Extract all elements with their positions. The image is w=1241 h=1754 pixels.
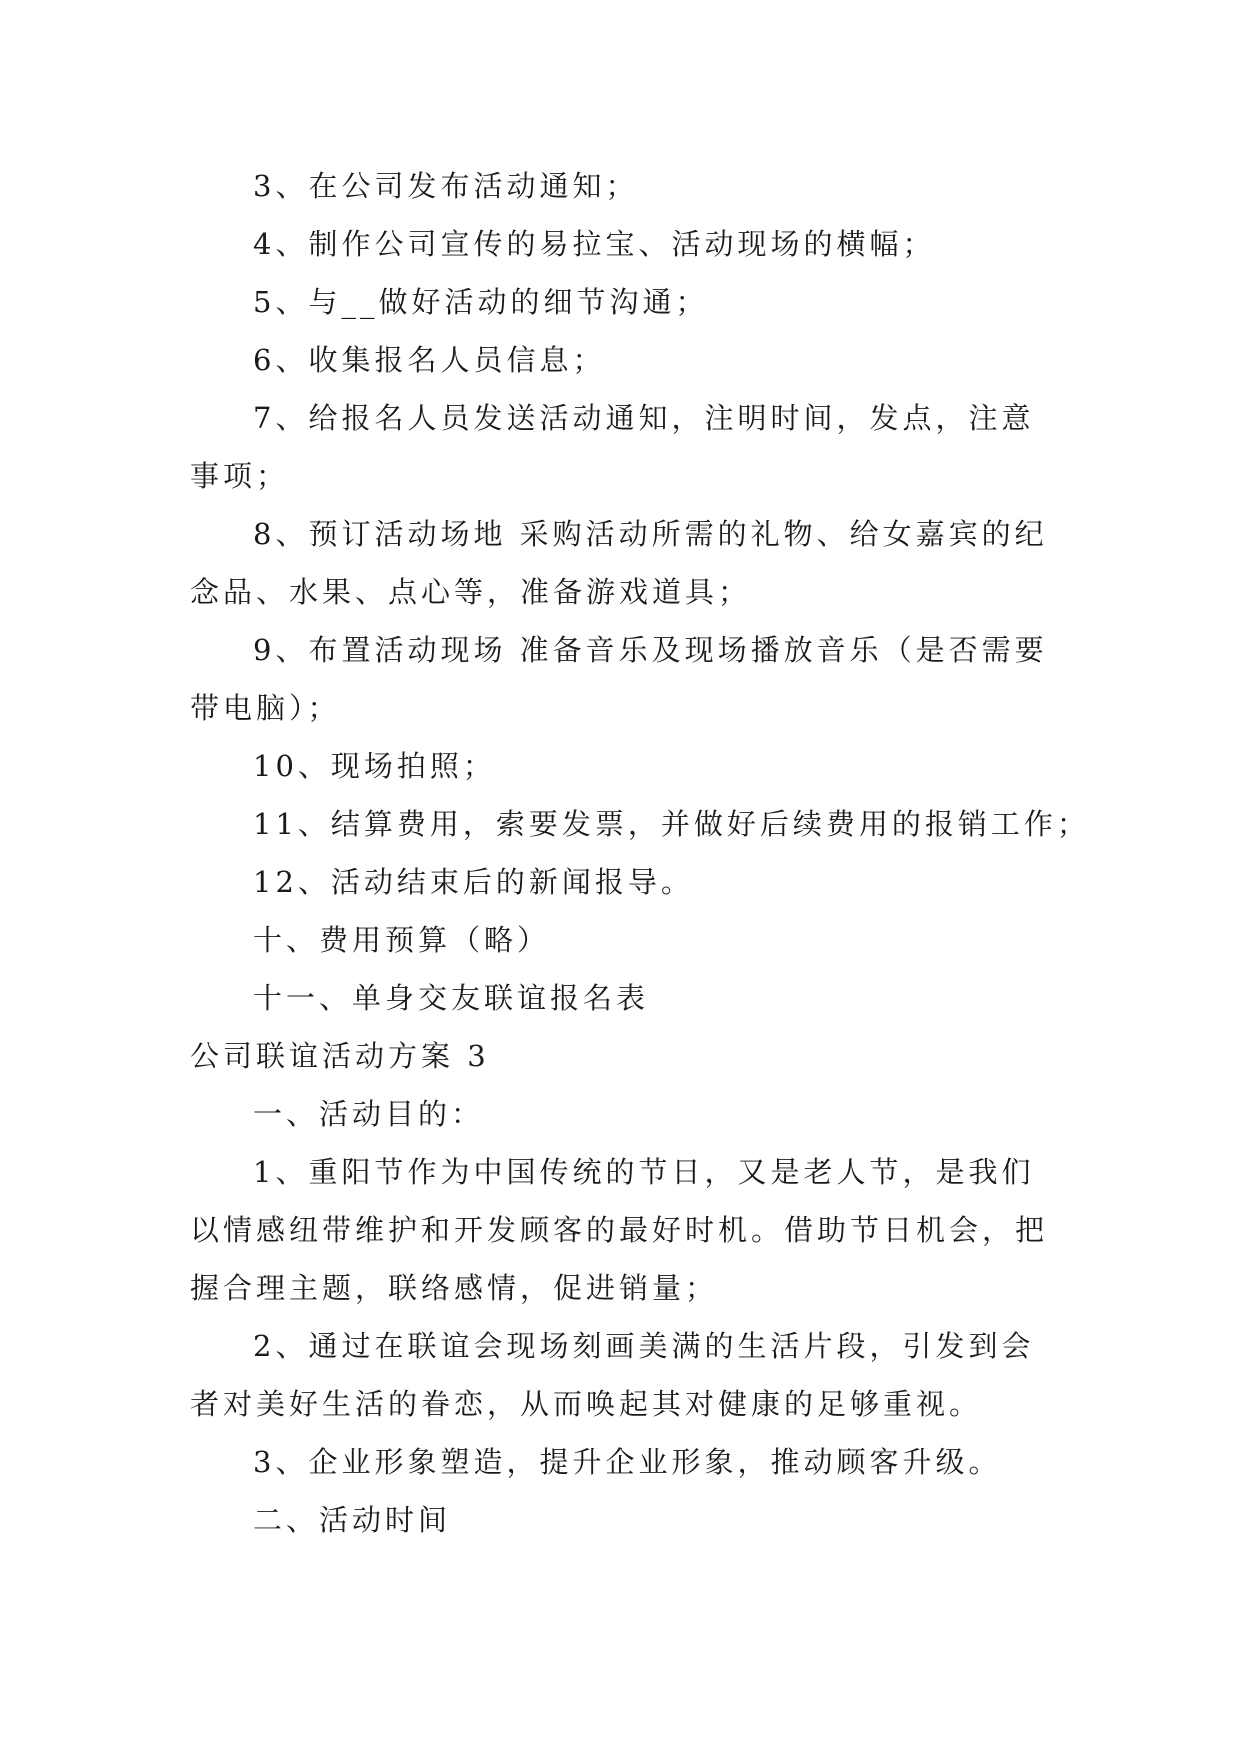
paragraph-line: 者对美好生活的眷恋，从而唤起其对健康的足够重视。 (190, 1387, 983, 1421)
list-item-continuation: 事项； (190, 459, 290, 493)
list-item: 7、给报名人员发送活动通知，注明时间，发点，注意 (253, 401, 1035, 435)
paragraph-line: 握合理主题，联络感情，促进销量； (190, 1271, 719, 1305)
list-item: 8、预订活动场地 采购活动所需的礼物、给女嘉宾的纪 (253, 517, 1048, 551)
list-item: 9、布置活动现场 准备音乐及现场播放音乐（是否需要 (253, 633, 1048, 667)
list-item: 3、在公司发布活动通知； (253, 169, 639, 203)
paragraph-line: 2、通过在联谊会现场刻画美满的生活片段，引发到会 (253, 1329, 1035, 1363)
list-item: 12、活动结束后的新闻报导。 (253, 865, 694, 899)
list-item: 5、与__做好活动的细节沟通； (253, 285, 709, 319)
section-heading: 十一、单身交友联谊报名表 (253, 981, 650, 1015)
section-heading: 十、费用预算（略） (253, 923, 551, 957)
document-title: 公司联谊活动方案 3 (190, 1039, 490, 1073)
list-item-continuation: 念品、水果、点心等，准备游戏道具； (190, 575, 752, 609)
section-heading: 二、活动时间 (253, 1503, 452, 1537)
list-item: 10、现场拍照； (253, 749, 496, 783)
paragraph-line: 以情感纽带维护和开发顾客的最好时机。借助节日机会，把 (190, 1213, 1049, 1247)
list-item: 6、收集报名人员信息； (253, 343, 606, 377)
list-item: 4、制作公司宣传的易拉宝、活动现场的横幅； (253, 227, 936, 261)
list-item: 11、结算费用，索要发票，并做好后续费用的报销工作； (253, 807, 1090, 841)
paragraph-line: 1、重阳节作为中国传统的节日，又是老人节，是我们 (253, 1155, 1035, 1189)
list-item-continuation: 带电脑）； (190, 691, 341, 725)
paragraph-line: 3、企业形象塑造，提升企业形象，推动顾客升级。 (253, 1445, 1002, 1479)
section-heading: 一、活动目的： (253, 1097, 485, 1131)
